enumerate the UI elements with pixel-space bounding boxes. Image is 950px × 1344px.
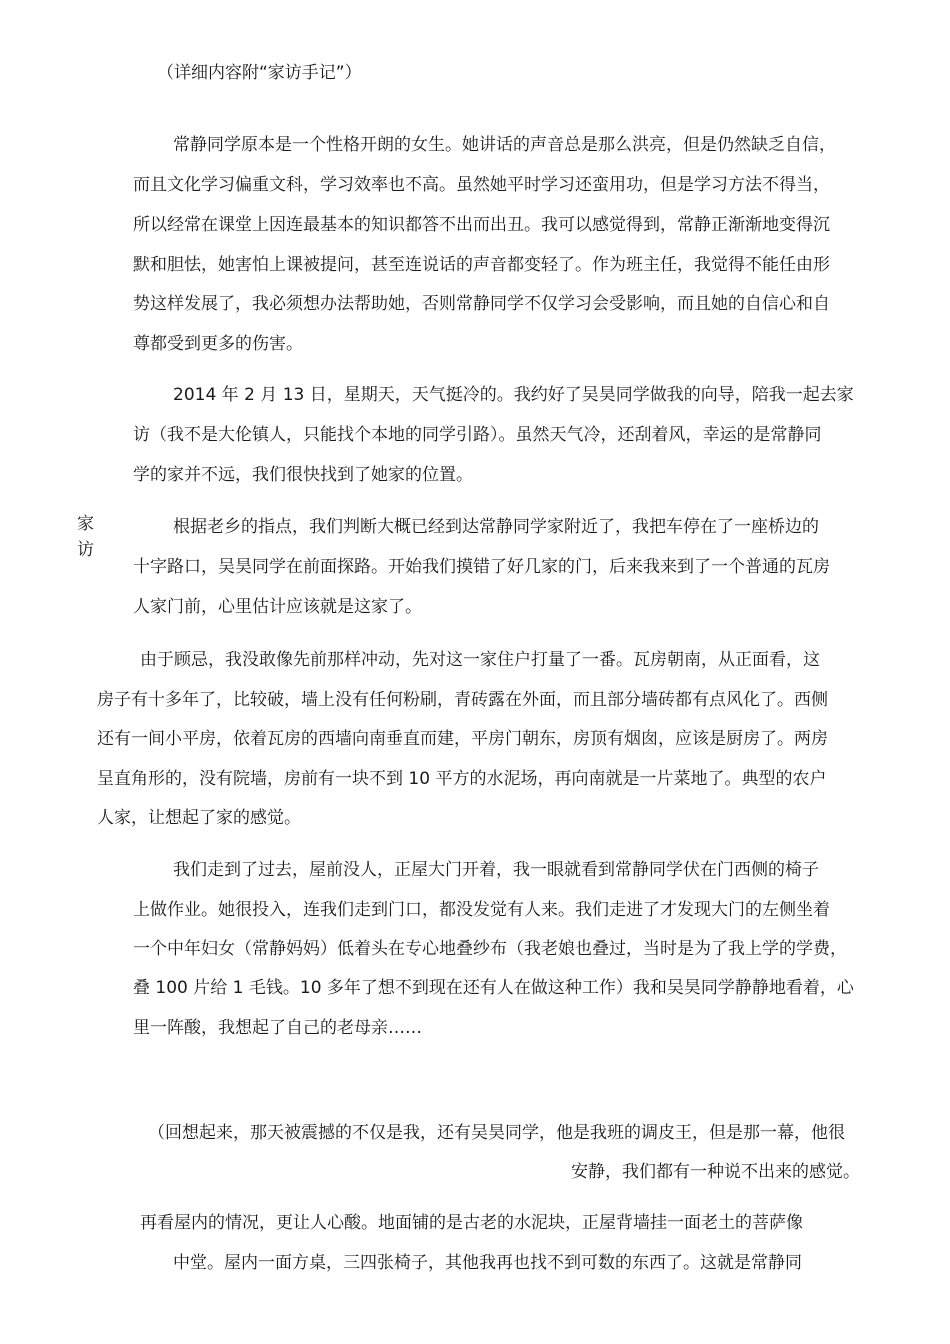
side-label-2: 访 — [77, 540, 94, 560]
text-line: （回想起来，那天被震撼的不仅是我，还有吴昊同学，他是我班的调皮王，但是那一幕，他很 — [148, 1123, 845, 1143]
text-line: 2014 年 2 月 13 日，星期天，天气挺冷的。我约好了吴昊同学做我的向导，陪我一起去家 — [173, 385, 854, 405]
side-label-1: 家 — [77, 514, 94, 534]
text-line: 还有一间小平房，依着瓦房的西墙向南垂直而建，平房门朝东，房顶有烟囱，应该是厨房了。两房 — [97, 729, 828, 749]
text-line: 尊都受到更多的伤害。 — [133, 334, 303, 354]
text-line: 叠 100 片给 1 毛钱。10 多年了想不到现在还有人在做这种工作）我和吴昊同学静静地看着，心 — [133, 978, 854, 998]
text-line: 访（我不是大伦镇人，只能找个本地的同学引路）。虽然天气冷，还刮着风，幸运的是常静同 — [133, 425, 822, 445]
text-line: 势这样发展了，我必须想办法帮助她，否则常静同学不仅学习会受影响，而且她的自信心和自 — [133, 294, 830, 314]
text-line: 呈直角形的，没有院墙，房前有一块不到 10 平方的水泥场，再向南就是一片菜地了。典型的农户 — [97, 769, 827, 789]
text-line: 再看屋内的情况，更让人心酸。地面铺的是古老的水泥块，正屋背墙挂一面老土的菩萨像 — [140, 1213, 803, 1233]
text-line: 一个中年妇女（常静妈妈）低着头在专心地叠纱布（我老娘也叠过，当时是为了我上学的学费， — [133, 939, 847, 959]
text-line: 默和胆怯，她害怕上课被提问，甚至连说话的声音都变轻了。作为班主任，我觉得不能任由形 — [133, 255, 830, 275]
text-line: 十字路口，吴昊同学在前面探路。开始我们摸错了好几家的门，后来我来到了一个普通的瓦房 — [133, 557, 830, 577]
text-line: 人家门前，心里估计应该就是这家了。 — [133, 597, 422, 617]
text-line: 由于顾忌，我没敢像先前那样冲动，先对这一家住户打量了一番。瓦房朝南，从正面看，这 — [140, 650, 820, 670]
text-line: 里一阵酸，我想起了自己的老母亲…… — [133, 1018, 422, 1038]
text-line: 学的家并不远，我们很快找到了她家的位置。 — [133, 465, 473, 485]
note-top: （详细内容附“家访手记”） — [157, 63, 362, 83]
text-line: 我们走到了过去，屋前没人，正屋大门开着，我一眼就看到常静同学伏在门西侧的椅子 — [173, 860, 819, 880]
text-line: 人家，让想起了家的感觉。 — [97, 808, 301, 828]
text-line: 根据老乡的指点，我们判断大概已经到达常静同学家附近了，我把车停在了一座桥边的 — [173, 517, 819, 537]
text-line: 所以经常在课堂上因连最基本的知识都答不出而出丑。我可以感觉得到，常静正渐渐地变得沉 — [133, 215, 830, 235]
text-line: 中堂。屋内一面方桌，三四张椅子，其他我再也找不到可数的东西了。这就是常静同 — [173, 1253, 802, 1273]
text-line: 而且文化学习偏重文科，学习效率也不高。虽然她平时学习还蛮用功，但是学习方法不得当， — [133, 175, 830, 195]
text-line: 房子有十多年了，比较破，墙上没有任何粉刷，青砖露在外面，而且部分墙砖都有点风化了。西侧 — [97, 690, 828, 710]
text-line: 上做作业。她很投入，连我们走到门口，都没发觉有人来。我们走进了才发现大门的左侧坐着 — [133, 900, 830, 920]
text-line: 常静同学原本是一个性格开朗的女生。她讲话的声音总是那么洪亮，但是仍然缺乏自信， — [173, 135, 836, 155]
text-line: 安静，我们都有一种说不出来的感觉。 — [571, 1162, 860, 1182]
